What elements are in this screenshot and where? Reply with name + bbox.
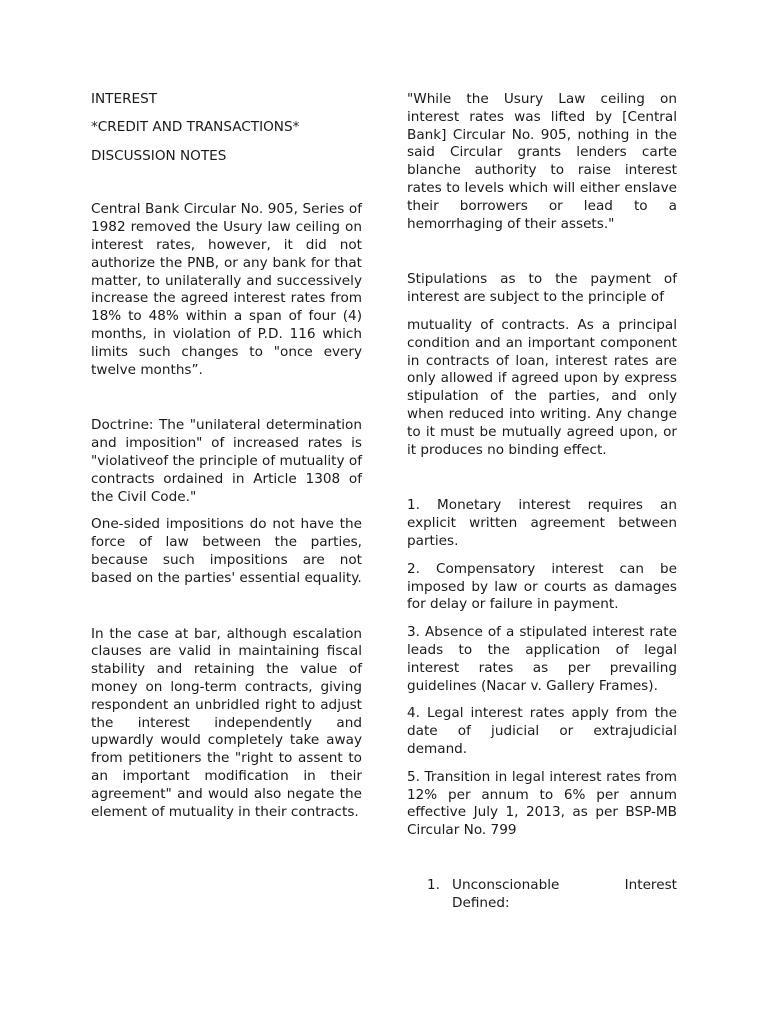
numbered-points [407,497,677,840]
subject-heading: *CREDIT AND TRANSACTIONS* [91,119,300,136]
ordered-list-text: Unconscionable Interest Defined: [452,876,677,911]
document-header [91,91,362,165]
quote-paragraph: "While the Usury Law ceiling on interest rates was lifted by [Central Bank] Circular No. 905, nothing in the said Circular grants lenders carte blanche authority to raise interest rates to levels which will either enslave their borrowers or lead to a hemorrhaging of their assets." [407,91,677,232]
list-item: 5. Transition in legal interest rates from 12% per annum to 6% per annum effective July 1, 2013, as per BSP-MB Circular No. 799 [407,768,677,839]
left-column [91,91,362,821]
list-item: 1. Monetary interest requires an explicit written agreement between parties. [407,497,677,549]
list-item: 2. Compensatory interest can be imposed by law or courts as damages for delay or failure in payment. [407,560,677,613]
ordered-list-number: 1. [427,876,440,893]
paragraph-doctrine: Doctrine: The "unilateral determination and imposition" of increased rates is "violativeof the principle of mutuality of contracts ordained in Article 1308 of the Civil Code." [91,417,362,505]
list-item: 4. Legal interest rates apply from the date of judicial or extrajudicial demand. [407,705,677,757]
paragraph-stipulations: Stipulations as to the payment of interest are subject to the principle of [407,271,677,306]
paragraph-one-sided: One-sided impositions do not have the force of law between the parties, because such impositions are not based on the parties' essential equality. [91,516,362,586]
paragraph-case-at-bar: In the case at bar, although escalation clauses are valid in maintaining fiscal stability and retaining the value of money on long-term contracts, giving respondent an unbridled right to adjust the interest independently and upwardly would completely take away from petitioners the "right to assent to an important modification in their agreement" and would also negate the element of mutuality in their contracts. [91,625,362,820]
paragraph-circular-905: Central Bank Circular No. 905, Series of 1982 removed the Usury law ceiling on interest rates, however, it did not authorize the PNB, or any bank for that matter, to unilaterally and successively increase the agreed interest rates from 18% to 48% within a span of four (4) months, in violation of P.D. 116 which limits such changes to "once every twelve months”. [91,201,362,378]
page-title: INTEREST [91,91,158,107]
notes-heading: DISCUSSION NOTES [91,147,227,164]
list-item: 3. Absence of a stipulated interest rate leads to the application of legal interest rates as per prevailing guidelines (Nacar v. Gallery Frames). [407,624,677,694]
right-column [407,91,677,912]
paragraph-mutuality: mutuality of contracts. As a principal condition and an important component in contracts of loan, interest rates are only allowed if agreed upon by express stipulation of the parties, and only when reduced into writing. Any change to it must be mutually agreed upon, or it produces no binding effect. [407,316,677,458]
ordered-list-item [407,877,677,913]
